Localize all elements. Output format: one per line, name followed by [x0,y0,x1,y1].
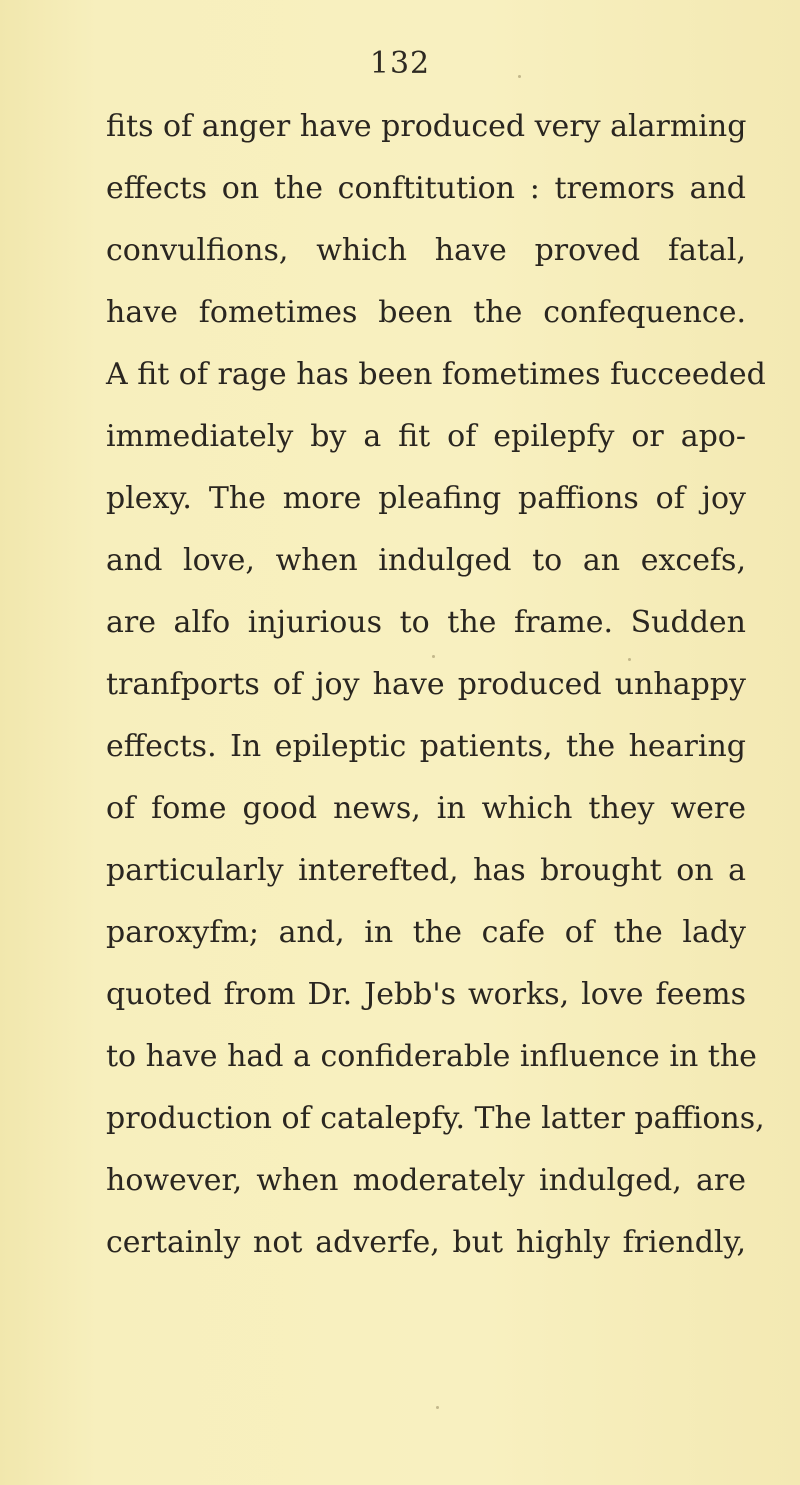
paper-speck [518,75,521,78]
paper-speck [432,655,435,658]
text-line: A fit of rage has been fometimes fucceeded [106,357,766,392]
paper-speck [628,658,631,661]
page-number: 132 [369,46,431,81]
text-line: paroxyfm; and, in the cafe of the lady [106,915,746,950]
text-line: convulfions, which have proved fatal, [106,233,746,268]
body-text [106,96,766,1274]
text-line: production of catalepfy. The latter paffions, [106,1101,765,1136]
text-line: have fometimes been the confequence. [106,295,746,330]
text-line: and love, when indulged to an excefs, [106,543,746,578]
text-line: are alfo injurious to the frame. Sudden [106,605,746,640]
text-line: of fome good news, in which they were [106,791,746,826]
text-line: immediately by a fit of epilepfy or apo- [106,419,746,454]
text-line: plexy. The more pleafing paffions of joy [106,481,746,516]
text-line: effects on the conftitution : tremors and [106,171,746,206]
text-line: tranfports of joy have produced unhappy [106,667,746,702]
text-line: effects. In epileptic patients, the hearing [106,729,746,764]
paper-speck [436,1406,439,1409]
text-line: to have had a confiderable influence in the [106,1039,757,1074]
text-line: fits of anger have produced very alarming [106,109,747,144]
text-line: quoted from Dr. Jebb's works, love feems [106,977,746,1012]
text-line: certainly not adverfe, but highly friendly, [106,1225,746,1260]
text-line: however, when moderately indulged, are [106,1163,746,1198]
text-line: particularly interefted, has brought on a [106,853,746,888]
